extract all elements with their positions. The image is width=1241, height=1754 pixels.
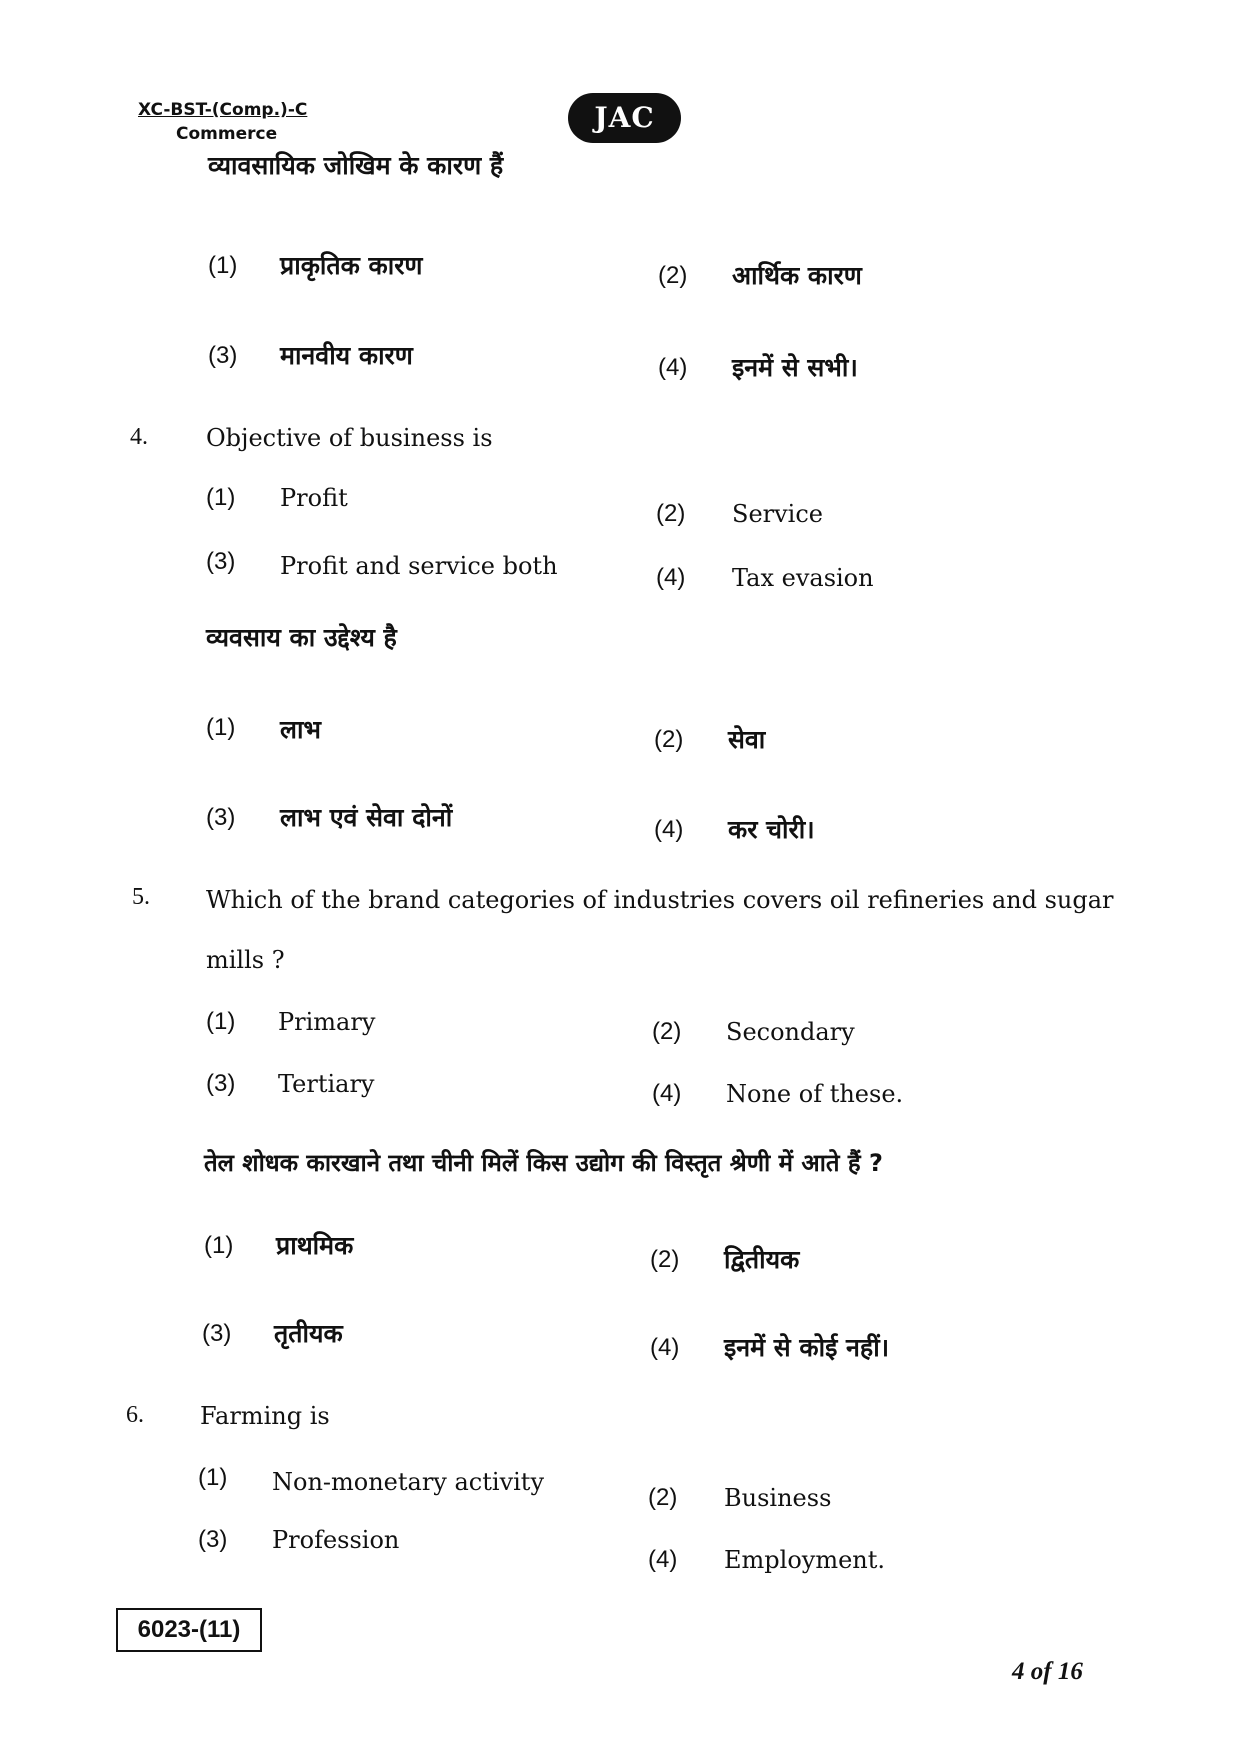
paper-code: XC-BST-(Comp.)-C xyxy=(138,100,308,120)
q6-option-1-text: Non-monetary activity xyxy=(272,1468,545,1496)
q5-option-4-number: (4) xyxy=(652,1080,682,1107)
q4-hi-option-3-number: (3) xyxy=(206,804,236,831)
q5-hi-option-1-number: (1) xyxy=(204,1232,234,1259)
q5-hi-option-1-text: प्राथमिक xyxy=(276,1231,354,1260)
q4-question-hi: व्यवसाय का उद्देश्य है xyxy=(206,623,397,652)
q5-option-3-text: Tertiary xyxy=(278,1070,375,1098)
q5-option-4-text: None of these. xyxy=(726,1080,904,1108)
q4-option-1-text: Profit xyxy=(280,484,348,512)
q5-hi-option-4-text: इनमें से कोई नहीं। xyxy=(724,1333,890,1362)
q3-option-3-number: (3) xyxy=(208,342,238,369)
q5-option-1-number: (1) xyxy=(206,1008,236,1035)
q6-option-4-number: (4) xyxy=(648,1546,678,1573)
q4-hi-option-4-number: (4) xyxy=(654,816,684,843)
q3-option-2-number: (2) xyxy=(658,262,688,289)
q6-question-en: Farming is xyxy=(200,1402,330,1430)
q6-option-1-number: (1) xyxy=(198,1464,228,1491)
q6-number: 6. xyxy=(126,1402,144,1428)
q4-option-3-text: Profit and service both xyxy=(280,552,558,580)
q4-hi-option-2-number: (2) xyxy=(654,726,684,753)
q5-number: 5. xyxy=(132,884,150,910)
q5-hi-option-3-number: (3) xyxy=(202,1320,232,1347)
subject-name: Commerce xyxy=(176,124,278,144)
q4-hi-option-2-text: सेवा xyxy=(728,725,766,754)
q5-hi-option-2-number: (2) xyxy=(650,1246,680,1273)
q6-option-2-text: Business xyxy=(724,1484,832,1512)
q4-option-4-text: Tax evasion xyxy=(732,564,874,592)
q4-hi-option-3-text: लाभ एवं सेवा दोनों xyxy=(280,803,453,832)
q5-option-1-text: Primary xyxy=(278,1008,376,1036)
q3-option-4-text: इनमें से सभी। xyxy=(732,353,858,382)
q6-option-4-text: Employment. xyxy=(724,1546,886,1574)
q4-hi-option-4-text: कर चोरी। xyxy=(728,815,815,844)
page-code-box: 6023-(11) xyxy=(116,1608,262,1652)
q3-option-1-text: प्राकृतिक कारण xyxy=(280,251,423,280)
q6-option-2-number: (2) xyxy=(648,1484,678,1511)
jac-badge: JAC xyxy=(568,93,681,143)
q5-hi-option-4-number: (4) xyxy=(650,1334,680,1361)
q3-option-3-text: मानवीय कारण xyxy=(280,341,413,370)
q4-hi-option-1-text: लाभ xyxy=(280,715,322,744)
page-number: 4 of 16 xyxy=(1012,1658,1083,1685)
q5-option-3-number: (3) xyxy=(206,1070,236,1097)
q5-hi-option-2-text: द्वितीयक xyxy=(724,1245,800,1274)
q5-question-hi: तेल शोधक कारखाने तथा चीनी मिलें किस उद्योग की विस्तृत श्रेणी में आते हैं ? xyxy=(204,1149,883,1177)
q4-option-4-number: (4) xyxy=(656,564,686,591)
q4-option-2-number: (2) xyxy=(656,500,686,527)
q5-question-en-line2: mills ? xyxy=(206,946,285,974)
q3-option-2-text: आर्थिक कारण xyxy=(732,261,862,290)
q3-option-4-number: (4) xyxy=(658,354,688,381)
q6-option-3-text: Profession xyxy=(272,1526,400,1554)
q3-option-1-number: (1) xyxy=(208,252,238,279)
q5-option-2-text: Secondary xyxy=(726,1018,855,1046)
q4-option-3-number: (3) xyxy=(206,548,236,575)
q4-hi-option-1-number: (1) xyxy=(206,714,236,741)
q3-question-hi: व्यावसायिक जोखिम के कारण हैं xyxy=(208,151,504,180)
q4-option-2-text: Service xyxy=(732,500,823,528)
q5-hi-option-3-text: तृतीयक xyxy=(274,1319,343,1348)
q5-question-en-line1: Which of the brand categories of industries covers oil refineries and sugar xyxy=(206,886,1114,914)
q6-option-3-number: (3) xyxy=(198,1526,228,1553)
q4-number: 4. xyxy=(130,424,148,450)
q4-question-en: Objective of business is xyxy=(206,424,493,452)
q4-option-1-number: (1) xyxy=(206,484,236,511)
q5-option-2-number: (2) xyxy=(652,1018,682,1045)
